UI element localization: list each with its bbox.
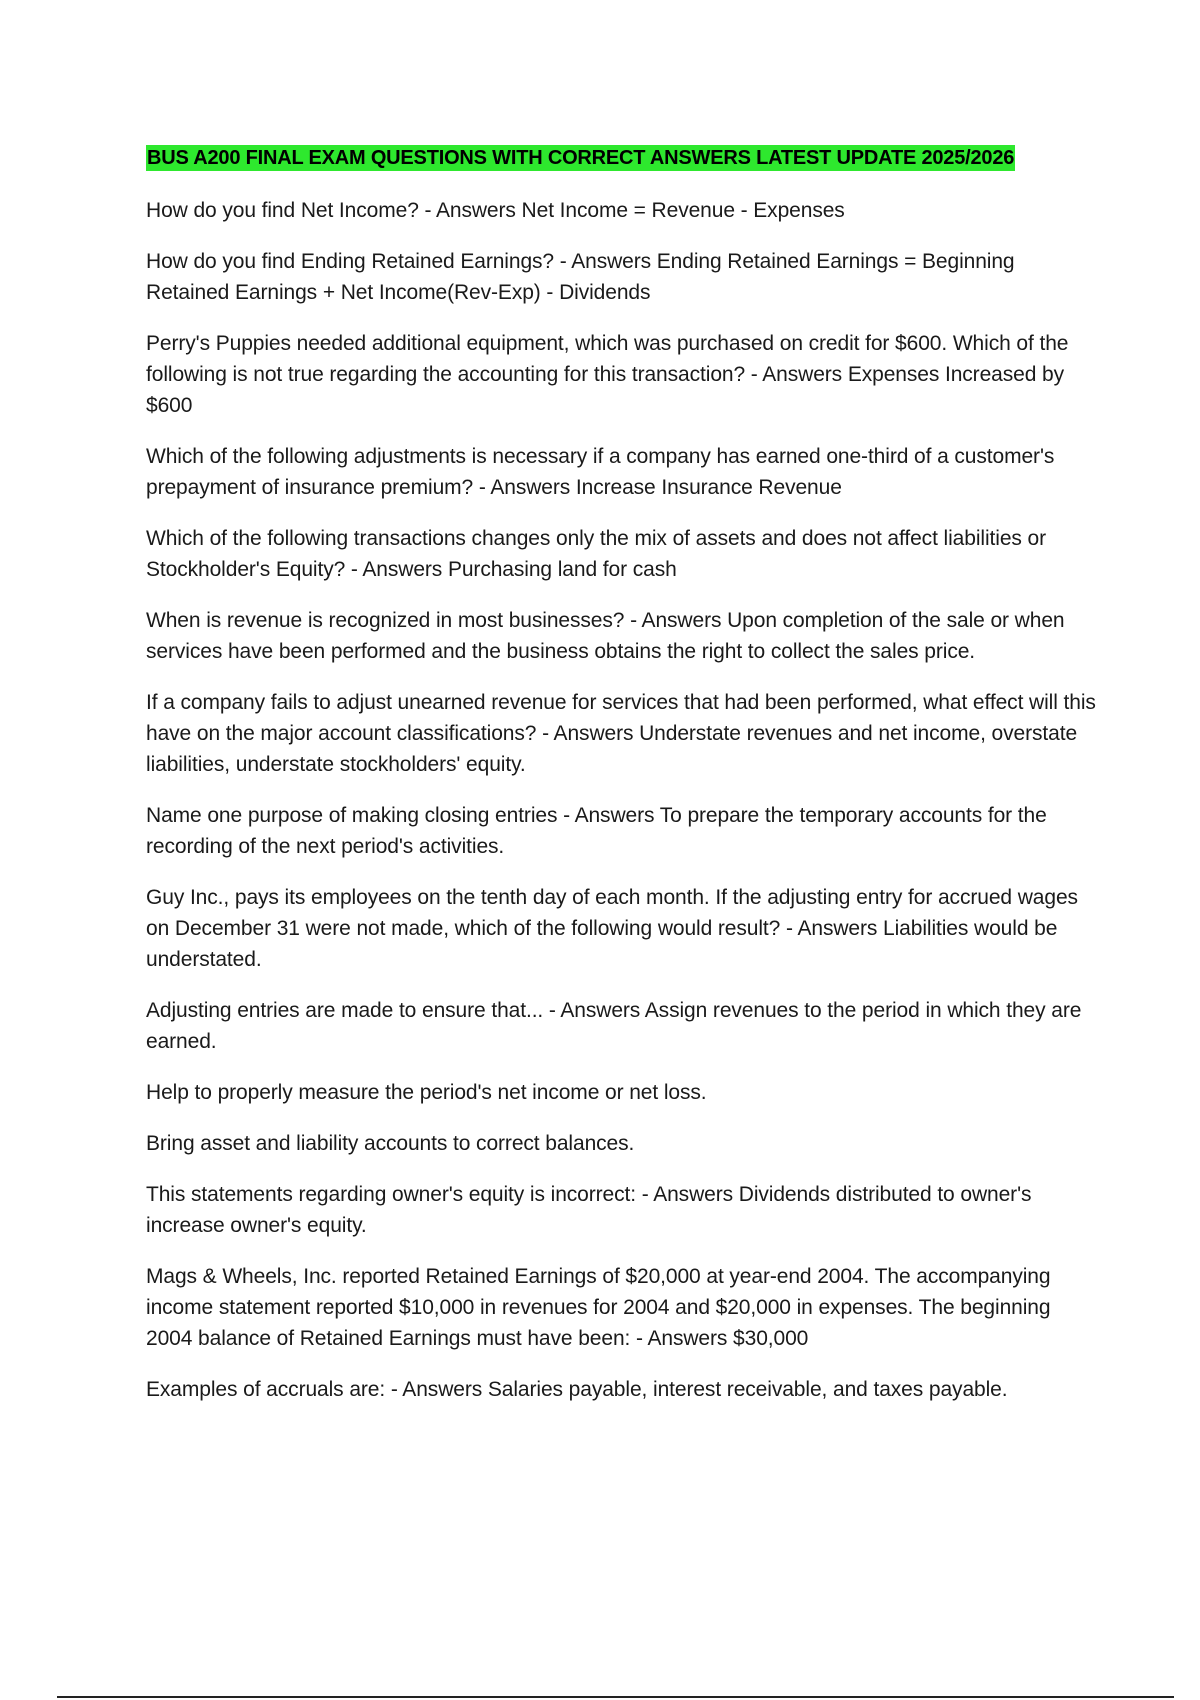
qa-paragraph-8: Name one purpose of making closing entries - Answers To prepare the temporary accounts for the recording of the next period's activities. [146,804,1047,858]
qa-paragraph-14: Mags & Wheels, Inc. reported Retained Earnings of $20,000 at year-end 2004. The accompanying income statement reported $10,000 in revenues for 2004 and $20,000 in expenses. The beginning 2004 balance of Retained Earnings must have been: - Answers $30,000 [146,1265,1051,1350]
document-title: BUS A200 FINAL EXAM QUESTIONS WITH CORRECT ANSWERS LATEST UPDATE 2025/2026 [147,147,1015,169]
qa-paragraph-9: Guy Inc., pays its employees on the tenth day of each month. If the adjusting entry for accrued wages on December 31 were not made, which of the following would result? - Answers Liabilities would be understated. [146,886,1078,971]
qa-paragraph-2: How do you find Ending Retained Earnings? - Answers Ending Retained Earnings = Beginning Retained Earnings + Net Income(Rev-Exp) - Dividends [146,250,1015,304]
qa-paragraph-10: Adjusting entries are made to ensure that... - Answers Assign revenues to the period in which they are earned. [146,999,1082,1053]
qa-paragraph-7: If a company fails to adjust unearned revenue for services that had been performed, what effect will this have on the major account classifications? - Answers Understate revenues and net income, overstate liabilities, understate stockholders' equity. [146,691,1096,776]
title-block [146,143,1096,175]
qa-paragraph-13: This statements regarding owner's equity is incorrect: - Answers Dividends distributed to owner's increase owner's equity. [146,1183,1032,1237]
qa-paragraph-15: Examples of accruals are: - Answers Salaries payable, interest receivable, and taxes payable. [146,1378,1008,1401]
footer-divider [57,1696,1174,1698]
qa-paragraph-5: Which of the following transactions changes only the mix of assets and does not affect liabilities or Stockholder's Equity? - Answers Purchasing land for cash [146,527,1047,581]
qa-paragraph-4: Which of the following adjustments is necessary if a company has earned one-third of a customer's prepayment of insurance premium? - Answers Increase Insurance Revenue [146,445,1055,499]
qa-paragraph-3: Perry's Puppies needed additional equipment, which was purchased on credit for $600. Which of the following is not true regarding the accounting for this transaction? - Answers Expenses Increased by $600 [146,332,1069,417]
document-content [146,143,1096,1425]
qa-paragraph-11: Help to properly measure the period's net income or net loss. [146,1081,707,1104]
qa-paragraph-6: When is revenue is recognized in most businesses? - Answers Upon completion of the sale or when services have been performed and the business obtains the right to collect the sales price. [146,609,1065,663]
qa-paragraph-1: How do you find Net Income? - Answers Net Income = Revenue - Expenses [146,199,845,222]
qa-paragraph-12: Bring asset and liability accounts to correct balances. [146,1132,635,1155]
